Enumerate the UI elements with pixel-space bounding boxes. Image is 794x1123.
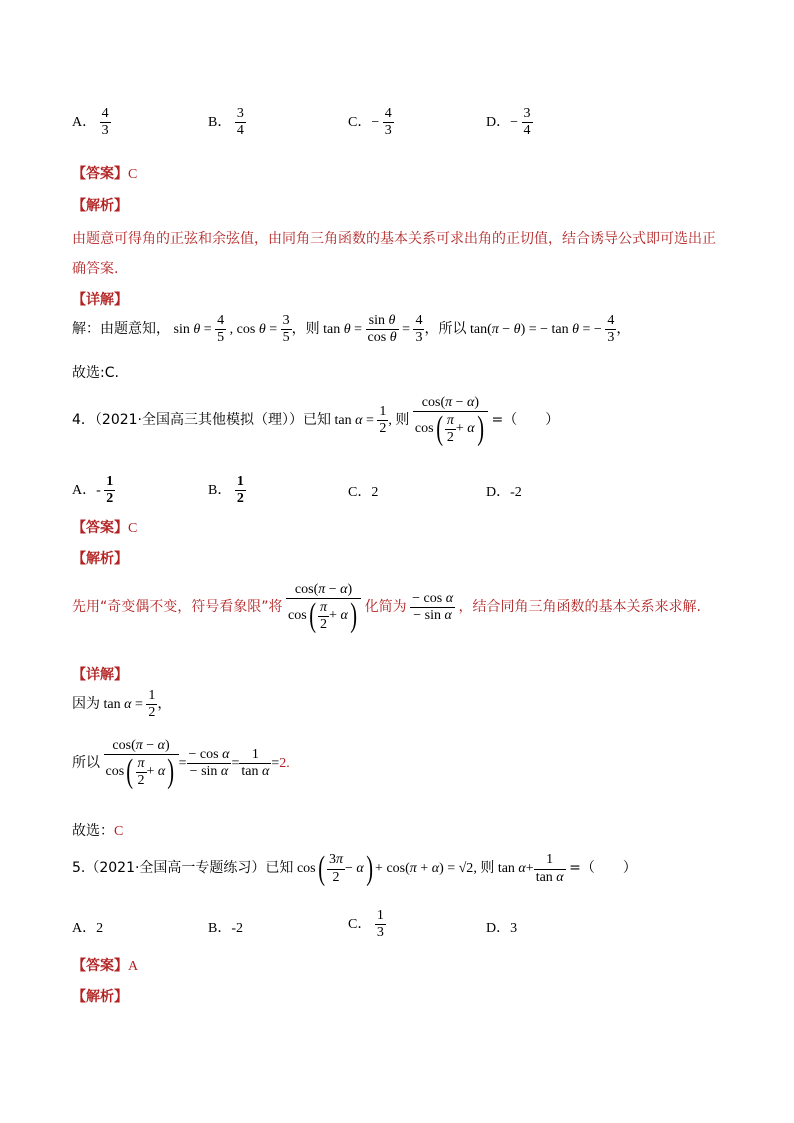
q4-expression: cos(π − α) cos( $\frac{\pi}{2}$ + α)	[413, 395, 488, 446]
q4-detail-because: 因为 tan α = $\frac{1}{2}$ ，	[72, 688, 172, 721]
answer-tag: 【答案】	[72, 166, 128, 182]
option-label: A．	[72, 114, 97, 130]
answer-value: C	[128, 167, 138, 182]
q4-analysis-line: 先用“奇变偶不变，符号看象限”将 cos(π − α) cos( $\frac{\pi}{2}$ + α) 化简为 $\frac{\text{− cos α}}{\text{− sin α}}$ ，结合同角三角函数的基本关系来求解.	[72, 582, 701, 635]
q3-detail-line: 解：由题意知， sin θ = $\frac{4}{5}$ , cos θ = $\frac{3}{5}$ ，则 tan θ = $\frac{\text{sin θ}}{\text{cos θ}}$ = $\frac{4}{3}$ ，所以 tan(π − θ) = − tan θ = − $\frac{4}{3}$ ，	[72, 313, 631, 346]
q3-chosen: 故选:C.	[72, 365, 119, 381]
q5-option-a: A．2	[72, 921, 104, 936]
option-label: D．	[486, 114, 511, 130]
q4-analysis-tag: 【解析】	[72, 551, 128, 567]
q4-option-a: A．- $\frac{1}{2}$	[72, 474, 114, 507]
q3-option-a	[72, 106, 111, 139]
q3-analysis-line1: 由题意可得角的正弦和余弦值，由同角三角函数的基本关系可求出角的正切值，结合诱导公式即可选出正	[72, 231, 716, 247]
q5-option-b: B．-2	[208, 921, 244, 936]
q4-stem: 4．（2021·全国高三其他模拟（理））已知 tan α = $\frac{1}{2}$ , 则 cos(π − α) cos( $\frac{\pi}{2}$ + α) =（ ）	[72, 395, 560, 448]
q4-option-b: B． $\frac{1}{2}$	[208, 474, 244, 507]
q5-option-c: C． $\frac{1}{3}$	[348, 908, 384, 941]
q5-answer: 【答案】A	[72, 958, 139, 974]
q3-option-c: C．− $\frac{4}{3}$	[348, 106, 392, 139]
q5-analysis-tag: 【解析】	[72, 989, 128, 1005]
q4-detail-so: 所以 cos(π − α) cos( $\frac{\pi}{2}$ + α) = $\frac{\text{− cos α}}{\text{− sin α}}$ = $\frac{1}{\text{tan α}}$ =2.	[72, 738, 290, 791]
q4-option-c: C．2	[348, 485, 379, 500]
q4-option-d: D．-2	[486, 485, 522, 500]
q3-option-b	[208, 106, 246, 139]
q3-analysis-line2: 确答案.	[72, 261, 119, 277]
q3-detail-tag: 【详解】	[72, 292, 128, 308]
q4-result: 2.	[279, 755, 290, 771]
q5-option-d: D．3	[486, 921, 518, 936]
option-fraction: $\frac{3}{4}$	[236, 106, 244, 139]
q5-stem: 5.（2021·全国高一专题练习）已知 cos( $\frac{3\pi}{2}$ − α) + cos(π + α) = √2, 则 tan α+ $\frac{1}{\text{tan α}}$ =（ ）	[72, 850, 637, 887]
option-fraction: $\frac{4}{3}$	[101, 106, 109, 139]
q4-answer: 【答案】C	[72, 520, 138, 536]
q4-chosen: 故选：C	[72, 823, 124, 839]
option-fraction: $\frac{3}{4}$	[523, 106, 531, 139]
q3-answer	[72, 163, 137, 183]
option-fraction: $\frac{4}{3}$	[384, 106, 392, 139]
option-label: B．	[208, 114, 232, 130]
q3-option-d: D．− $\frac{3}{4}$	[486, 106, 531, 139]
option-label: C．	[348, 114, 372, 130]
q3-analysis-tag: 【解析】	[72, 198, 128, 214]
q4-detail-tag: 【详解】	[72, 667, 128, 683]
